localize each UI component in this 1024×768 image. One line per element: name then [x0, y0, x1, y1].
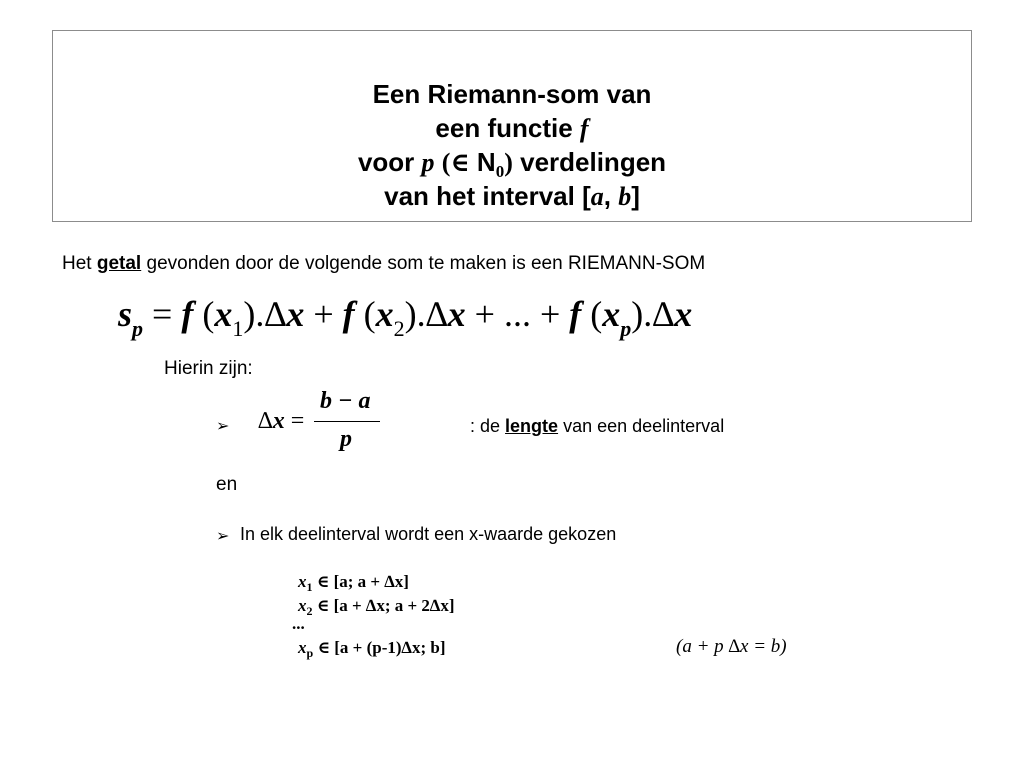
title-line-4-close: ]	[631, 181, 640, 211]
endpoint-note: (a + p ∆x = b)	[676, 636, 787, 657]
title-line-3-pre: voor	[357, 147, 415, 177]
title-var-f: f	[579, 114, 589, 143]
fraction-equals: =	[284, 408, 305, 434]
title-set-n: N	[476, 147, 496, 177]
title-comma: ,	[603, 181, 619, 211]
xp-var: x	[298, 638, 307, 657]
fraction-bar	[314, 421, 380, 422]
formula-open-2: (	[354, 294, 376, 334]
x2-sub: 2	[306, 604, 313, 618]
formula-equals: =	[143, 294, 182, 334]
title-paren-open: (	[441, 148, 451, 177]
title-var-b: b	[618, 182, 632, 211]
deltax-desc-pre: : de	[470, 416, 501, 436]
formula-s-sub: p	[132, 316, 144, 341]
title-line-3-post: verdelingen	[520, 147, 667, 177]
formula-dx-1: x	[286, 294, 305, 334]
title-line-2-text: een functie	[435, 113, 573, 143]
riemann-sum-formula	[118, 292, 692, 341]
fraction-numerator: b − a	[320, 388, 371, 414]
formula-x-2: x	[375, 294, 394, 334]
title-line-1-text: Een Riemann-som van	[372, 79, 652, 109]
hierin-label: Hierin zijn:	[164, 358, 253, 379]
fraction-delta: ∆	[258, 408, 273, 434]
fraction-denominator: p	[340, 426, 352, 452]
formula-dx-p: x	[674, 294, 693, 334]
bullet-arrow-icon-2: ➢	[216, 528, 230, 545]
formula-dx-2: x	[447, 294, 466, 334]
formula-close-2: ).∆	[404, 294, 448, 334]
x1-var: x	[298, 572, 307, 591]
title-element-of: ∈	[450, 148, 470, 177]
x2-var: x	[298, 596, 307, 615]
formula-open-p: (	[581, 294, 603, 334]
intro-emph-getal: getal	[96, 253, 142, 274]
formula-f-p: f	[569, 294, 582, 334]
title-var-p: p	[421, 148, 435, 177]
x1-sub: 1	[306, 580, 313, 594]
bullet-2-text: In elk deelinterval wordt een x-waarde gekozen	[240, 524, 617, 544]
title-line-4	[53, 179, 971, 214]
formula-ellipsis: + ... +	[465, 294, 570, 334]
intro-post: gevonden door de volgende som te maken is een RIEMANN-SOM	[146, 253, 706, 274]
formula-s: s	[118, 294, 133, 334]
formula-x-1: x	[214, 294, 233, 334]
fraction-x: x	[272, 408, 285, 434]
x-list-ellipsis: ...	[292, 614, 305, 633]
title-line-4-pre: van het interval [	[384, 181, 591, 211]
xp-interval: ∈ [a + (p-1)∆x; b]	[313, 638, 446, 657]
en-label: en	[216, 474, 238, 495]
title-set-sub: 0	[495, 162, 505, 182]
formula-plus: +	[304, 294, 343, 334]
formula-f-1: f	[181, 294, 194, 334]
deltax-desc-lengte: lengte	[505, 416, 559, 436]
formula-close-p: ).∆	[631, 294, 675, 334]
x1-interval: ∈ [a; a + ∆x]	[312, 572, 409, 591]
x2-interval: ∈ [a + ∆x; a + 2∆x]	[312, 596, 455, 615]
formula-sub-1: 1	[232, 316, 244, 341]
fraction-lhs	[258, 408, 304, 435]
x-list-item-2	[298, 596, 455, 616]
formula-x-p: x	[602, 294, 621, 334]
deltax-desc-post: van een deelinterval	[563, 416, 725, 436]
x-list-item-p	[298, 638, 446, 658]
formula-sub-2: 2	[393, 316, 405, 341]
intro-pre: Het	[62, 253, 92, 274]
bullet-arrow-icon: ➢	[216, 418, 230, 435]
title-line-2	[53, 111, 971, 146]
delta-x-fraction	[258, 388, 388, 460]
title-var-a: a	[590, 182, 604, 211]
deltax-description	[470, 416, 724, 437]
xp-sub: p	[306, 646, 314, 660]
formula-sub-p: p	[620, 316, 632, 341]
formula-open-1: (	[193, 294, 215, 334]
x-list-item-1	[298, 572, 409, 592]
title-box	[52, 30, 972, 222]
title-paren-close: )	[504, 148, 513, 177]
intro-sentence	[62, 253, 705, 275]
formula-f-2: f	[342, 294, 355, 334]
formula-close-1: ).∆	[243, 294, 287, 334]
title-line-1	[53, 77, 971, 111]
